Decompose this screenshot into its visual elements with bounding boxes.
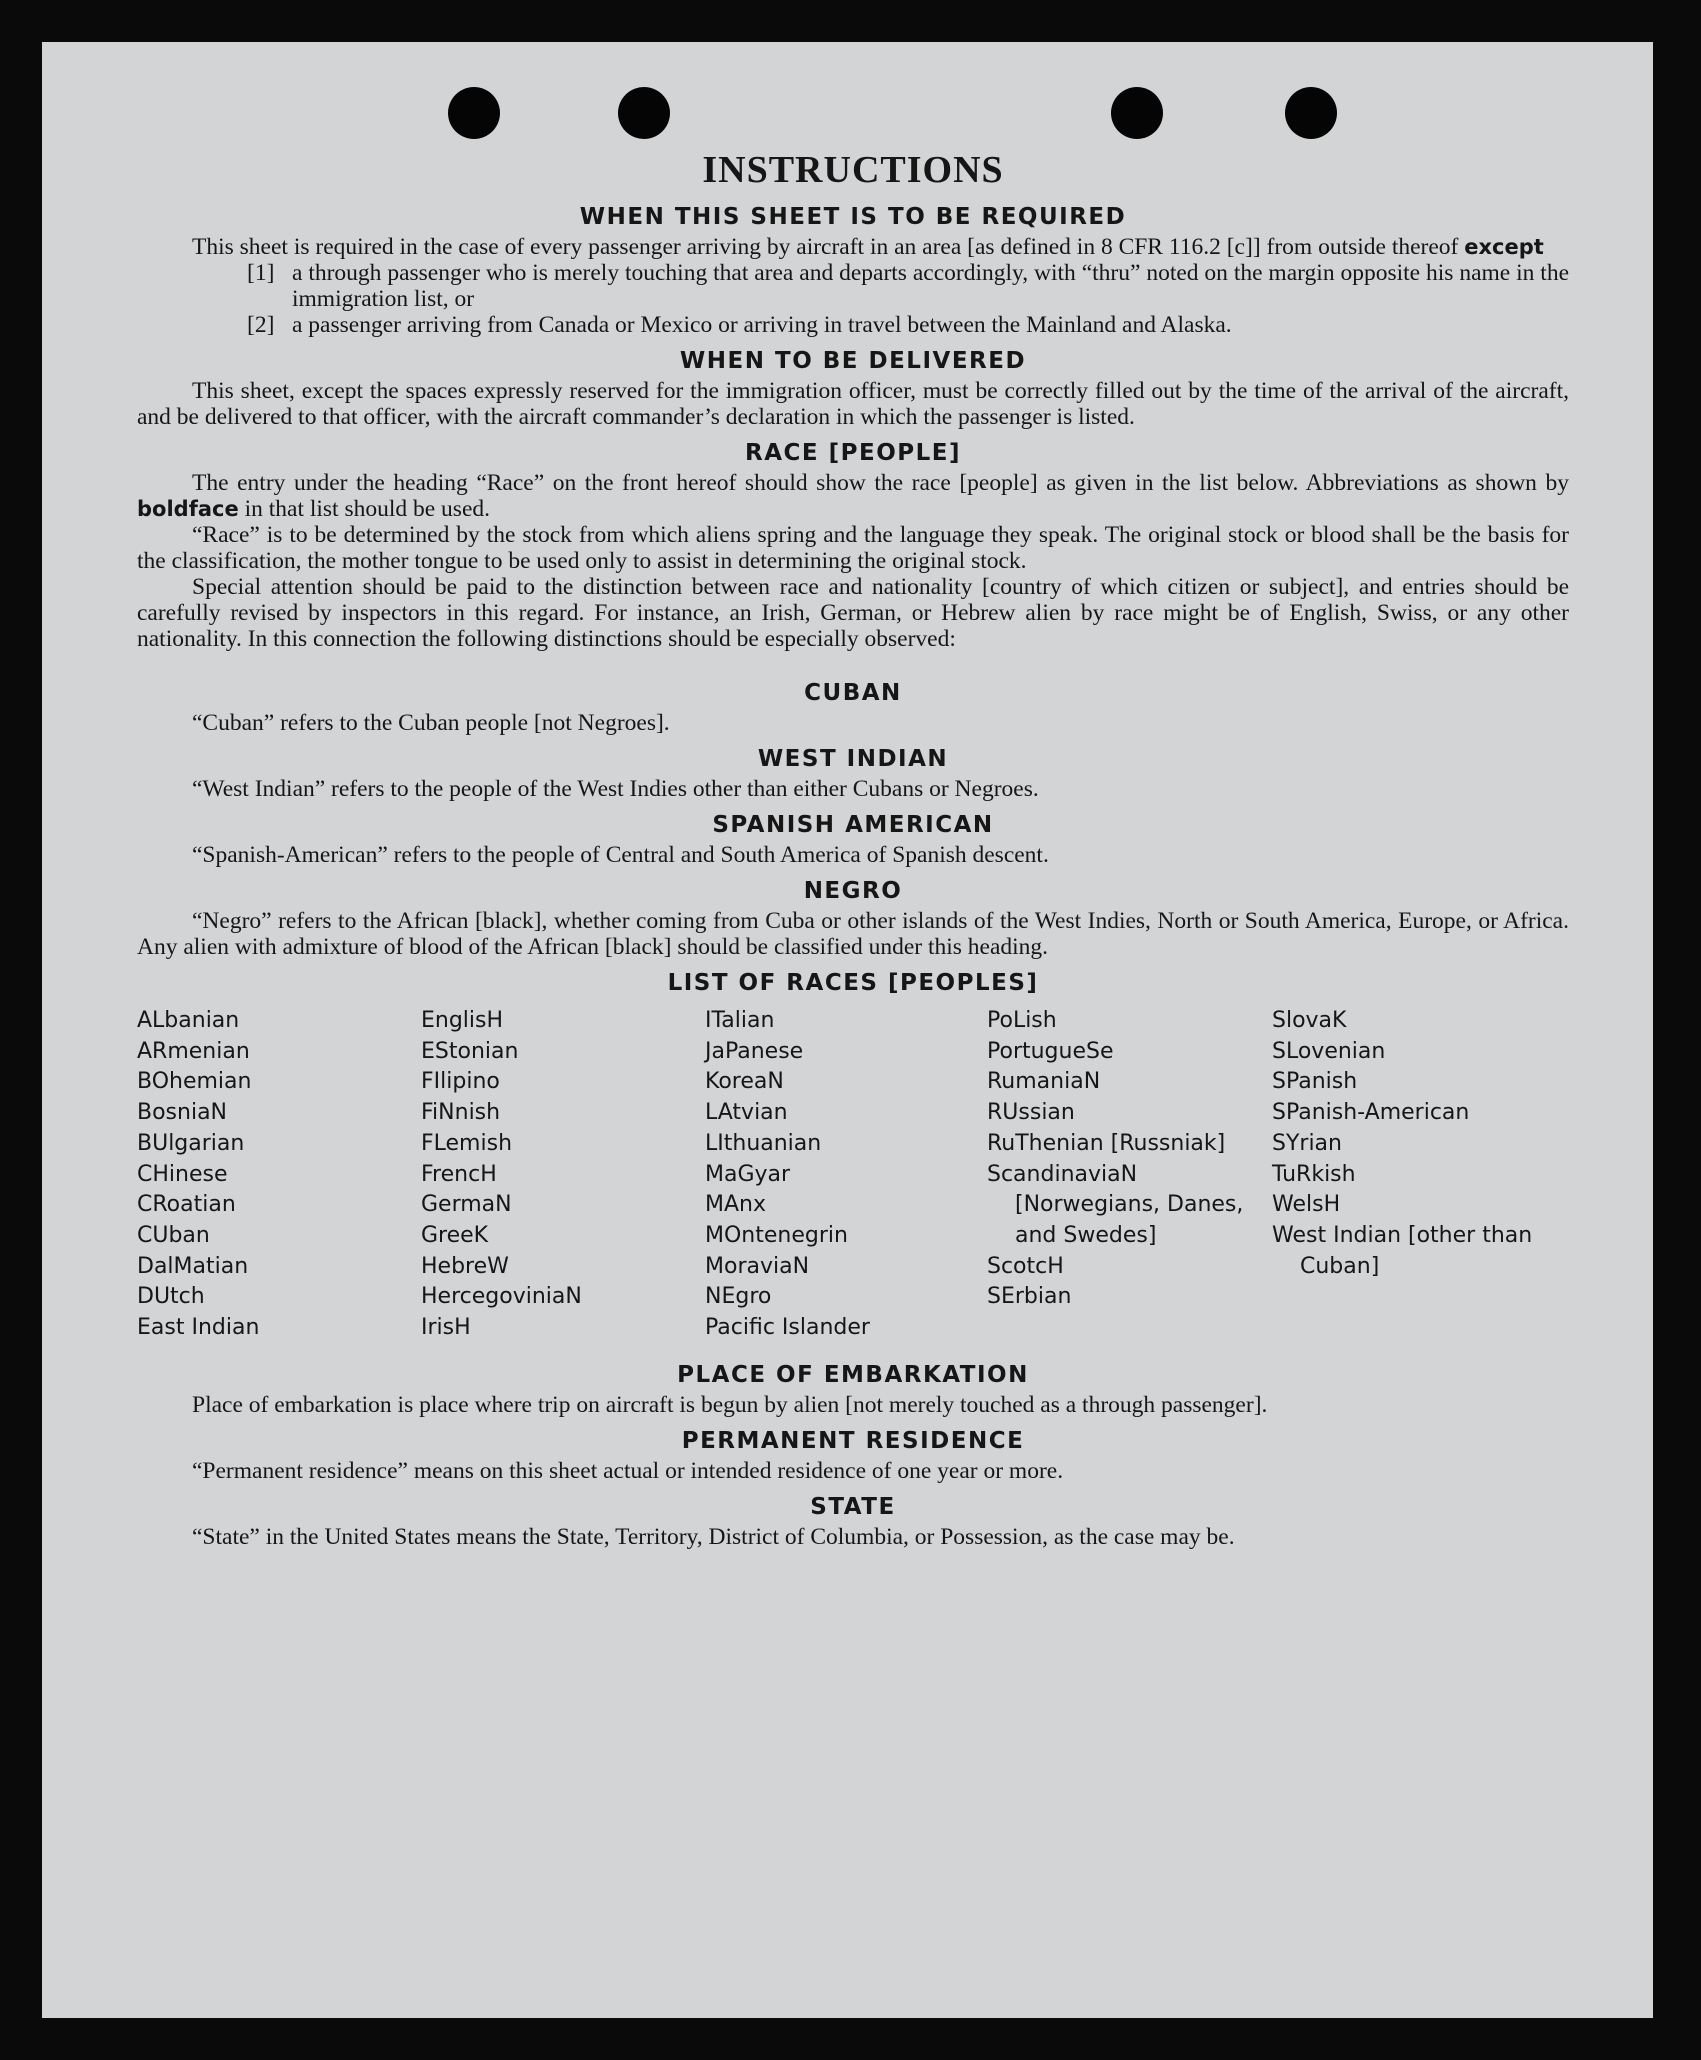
exception-item bbox=[247, 260, 1569, 312]
race-entry: GreeK bbox=[421, 1222, 489, 1248]
race-entry: SLovenian bbox=[1272, 1038, 1386, 1064]
race-entry: GermaN bbox=[421, 1192, 512, 1218]
race-entry: BUlgarian bbox=[137, 1130, 245, 1156]
race-paragraph-3: Special attention should be paid to the distinction between race and nationality [country of which citizen or subject], and entries should be carefully revised by inspectors in this regard. For instance, an Irish, German, or Hebrew alien by race might be of English, Swiss, or any other nationality. In this connection the following distinctions should be especially observed: bbox=[137, 574, 1569, 652]
except-keyword: except bbox=[1464, 235, 1544, 259]
races-table bbox=[137, 1006, 1569, 1344]
race-entry: MAnx bbox=[705, 1192, 766, 1218]
race-entry: EStonian bbox=[421, 1038, 519, 1064]
race-entry: HercegoviniaN bbox=[421, 1284, 582, 1310]
page-title: INSTRUCTIONS bbox=[702, 149, 1004, 191]
race-entry: ScandinaviaN [Norwegians, Danes, and Swedes] bbox=[987, 1161, 1244, 1248]
race-entry: FrencH bbox=[421, 1161, 497, 1187]
when-delivered-text: This sheet, except the spaces expressly reserved for the immigration officer, must be correctly filled out by the time of the arrival of the aircraft, and be delivered to that officer, with the aircraft commander’s declaration in which the passenger is listed. bbox=[137, 378, 1569, 430]
west-indian-text: “West Indian” refers to the people of the West Indies other than either Cubans or Negroes. bbox=[192, 776, 1039, 802]
race-entry: MaGyar bbox=[705, 1161, 791, 1187]
race-paragraph-1 bbox=[137, 470, 1569, 522]
exception-number: [2] bbox=[247, 312, 275, 338]
race-entry: ARmenian bbox=[137, 1038, 250, 1064]
section-heading-permanent-residence: PERMANENT RESIDENCE bbox=[681, 1427, 1025, 1454]
races-column bbox=[1272, 1006, 1569, 1344]
race-entry: BosniaN bbox=[137, 1100, 228, 1126]
exception-text: a passenger arriving from Canada or Mexico or arriving in travel between the Mainland and Alaska. bbox=[292, 312, 1232, 338]
exception-text: a through passenger who is merely touching that area and departs accordingly, with “thru” noted on the margin opposite his name in the immigration list, or bbox=[292, 260, 1569, 312]
exception-number: [1] bbox=[247, 260, 275, 286]
race-entry: East Indian bbox=[137, 1315, 260, 1341]
permanent-residence-text: “Permanent residence” means on this sheet actual or intended residence of one year or more. bbox=[192, 1457, 1064, 1484]
races-column bbox=[137, 1006, 421, 1344]
race-entry: CHinese bbox=[137, 1161, 228, 1187]
race-entry: CUban bbox=[137, 1222, 210, 1248]
race-entry: TuRkish bbox=[1272, 1161, 1356, 1187]
race-entry: BOhemian bbox=[137, 1069, 252, 1095]
punch-hole bbox=[1285, 87, 1337, 139]
races-column bbox=[421, 1006, 705, 1344]
document-body bbox=[137, 148, 1569, 1550]
race-p1-text-end: in that list should be used. bbox=[244, 496, 491, 522]
place-of-embarkation-text: Place of embarkation is place where trip on aircraft is begun by alien [not merely touched as a through passenger]. bbox=[192, 1391, 1268, 1418]
race-entry: SPanish bbox=[1272, 1069, 1358, 1095]
race-entry: MOntenegrin bbox=[705, 1222, 848, 1248]
race-entry: LAtvian bbox=[705, 1100, 788, 1126]
race-entry: IrisH bbox=[421, 1315, 471, 1341]
race-entry: NEgro bbox=[705, 1284, 772, 1310]
section-heading-when-delivered: WHEN TO BE DELIVERED bbox=[679, 348, 1027, 374]
race-entry: DalMatian bbox=[137, 1253, 249, 1279]
race-entry: FLemish bbox=[421, 1130, 513, 1156]
section-heading-spanish-american: SPANISH AMERICAN bbox=[712, 812, 994, 838]
race-entry: SYrian bbox=[1272, 1130, 1342, 1156]
race-entry: EnglisH bbox=[421, 1008, 504, 1033]
exception-list bbox=[247, 260, 1569, 338]
race-entry: RumaniaN bbox=[987, 1069, 1101, 1095]
race-entry: WelsH bbox=[1272, 1192, 1341, 1218]
race-entry: SErbian bbox=[987, 1284, 1072, 1310]
negro-text: “Negro” refers to the African [black], whether coming from Cuba or other islands of the West Indies, North or South America, Europe, or Africa. Any alien with admixture of blood of the African [black] should be classified under this heading. bbox=[137, 908, 1569, 960]
race-entry: ALbanian bbox=[137, 1008, 240, 1033]
exception-item bbox=[247, 312, 1569, 338]
race-entry: PoLish bbox=[987, 1008, 1057, 1033]
race-entry: ScotcH bbox=[987, 1253, 1064, 1279]
cuban-text: “Cuban” refers to the Cuban people [not Negroes]. bbox=[192, 710, 670, 736]
boldface-keyword: boldface bbox=[137, 497, 239, 521]
race-entry: PortugueSe bbox=[987, 1038, 1114, 1064]
punch-hole bbox=[448, 87, 500, 139]
section-heading-negro: NEGRO bbox=[803, 878, 903, 904]
section-heading-when-required: WHEN THIS SHEET IS TO BE REQUIRED bbox=[579, 204, 1127, 230]
section-heading-race: RACE [PEOPLE] bbox=[745, 440, 961, 466]
race-entry: FiNnish bbox=[421, 1100, 501, 1126]
race-entry: RUssian bbox=[987, 1100, 1075, 1126]
race-entry: JaPanese bbox=[705, 1038, 804, 1064]
section-heading-place-of-embarkation: PLACE OF EMBARKATION bbox=[677, 1361, 1029, 1388]
races-column bbox=[987, 1006, 1272, 1344]
race-entry: SlovaK bbox=[1272, 1008, 1347, 1033]
spanish-american-text: “Spanish-American” refers to the people of Central and South America of Spanish descent. bbox=[192, 842, 1049, 868]
race-p1-text: The entry under the heading “Race” on the front hereof should show the race [people] as given in the list below. Abbreviations as shown by bbox=[192, 470, 1569, 496]
race-entry: DUtch bbox=[137, 1284, 205, 1310]
race-entry: CRoatian bbox=[137, 1192, 236, 1218]
race-entry: ITalian bbox=[705, 1008, 775, 1033]
section-heading-cuban: CUBAN bbox=[804, 680, 902, 706]
race-entry: West Indian [other than Cuban] bbox=[1272, 1222, 1533, 1279]
punch-hole bbox=[1111, 87, 1163, 139]
race-entry: FIlipino bbox=[421, 1069, 500, 1095]
section-heading-state: STATE bbox=[810, 1493, 896, 1520]
state-text: “State” in the United States means the State, Territory, District of Columbia, or Possession, as the case may be. bbox=[192, 1523, 1235, 1550]
race-entry: MoraviaN bbox=[705, 1253, 810, 1279]
race-entry: KoreaN bbox=[705, 1069, 784, 1095]
race-entry: LIthuanian bbox=[705, 1130, 822, 1156]
when-required-intro bbox=[137, 234, 1569, 260]
when-required-intro-text: This sheet is required in the case of every passenger arriving by aircraft in an area [as defined in 8 CFR 116.2 [c]] from outside thereof bbox=[192, 234, 1459, 260]
race-entry: Pacific Islander bbox=[705, 1315, 870, 1341]
document-page bbox=[42, 42, 1653, 2018]
race-entry: SPanish-American bbox=[1272, 1100, 1470, 1126]
race-paragraph-2: “Race” is to be determined by the stock from which aliens spring and the language they speak. The original stock or blood shall be the basis for the classification, the mother tongue to be used only to assist in determining the original stock. bbox=[137, 522, 1569, 574]
punch-hole bbox=[618, 87, 670, 139]
section-heading-list-of-races: LIST OF RACES [PEOPLES] bbox=[667, 970, 1039, 996]
section-heading-west-indian: WEST INDIAN bbox=[757, 746, 949, 772]
race-entry: RuThenian [Russniak] bbox=[987, 1130, 1226, 1156]
races-column bbox=[705, 1006, 987, 1344]
race-entry: HebreW bbox=[421, 1253, 509, 1279]
